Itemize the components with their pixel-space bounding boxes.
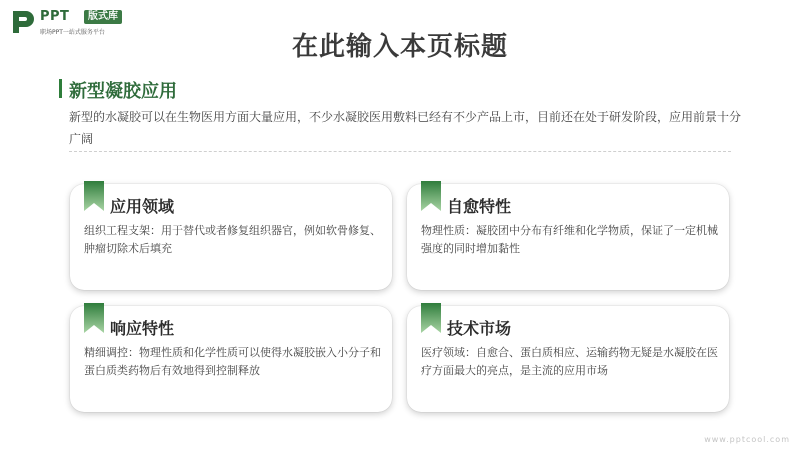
card-self-healing	[407, 184, 729, 290]
logo-brand: PPT	[40, 9, 70, 24]
card-application-field	[70, 184, 392, 290]
card-responsive	[70, 306, 392, 412]
logo-tagline: 职场PPT一站式服务平台	[40, 29, 105, 36]
card-title: 响应特性	[110, 319, 175, 338]
watermark: www.pptcool.com	[704, 435, 790, 444]
card-text: 精细调控：物理性质和化学性质可以使得水凝胶嵌入小分子和蛋白质类药物后有效地得到控制释放	[84, 346, 381, 377]
logo-badge: 版式库	[84, 10, 122, 24]
section-description: 新型的水凝胶可以在生物医用方面大量应用，不少水凝胶医用敷料已经有不少产品上市，目前还在处于研发阶段，应用前景十分广阔	[69, 110, 742, 146]
card-title: 自愈特性	[447, 197, 512, 216]
card-title: 技术市场	[447, 319, 512, 338]
divider	[69, 151, 731, 152]
bookmark-icon	[84, 303, 104, 333]
page-title: 在此输入本页标题	[291, 32, 508, 62]
section-title: 新型凝胶应用	[69, 81, 177, 102]
card-title: 应用领域	[110, 197, 175, 216]
card-tech-market	[407, 306, 729, 412]
bookmark-icon	[421, 181, 441, 211]
bookmark-icon	[421, 303, 441, 333]
bookmark-icon	[84, 181, 104, 211]
card-text: 医疗领域：自愈合、蛋白质相应、运输药物无疑是水凝胶在医疗方面最大的亮点，是主流的应用市场	[421, 346, 718, 377]
section-accent-bar	[59, 79, 62, 98]
card-text: 组织工程支架：用于替代或者修复组织器官，例如软骨修复、肿瘤切除术后填充	[84, 224, 381, 255]
card-text: 物理性质：凝胶团中分布有纤维和化学物质，保证了一定机械强度的同时增加黏性	[421, 224, 718, 255]
